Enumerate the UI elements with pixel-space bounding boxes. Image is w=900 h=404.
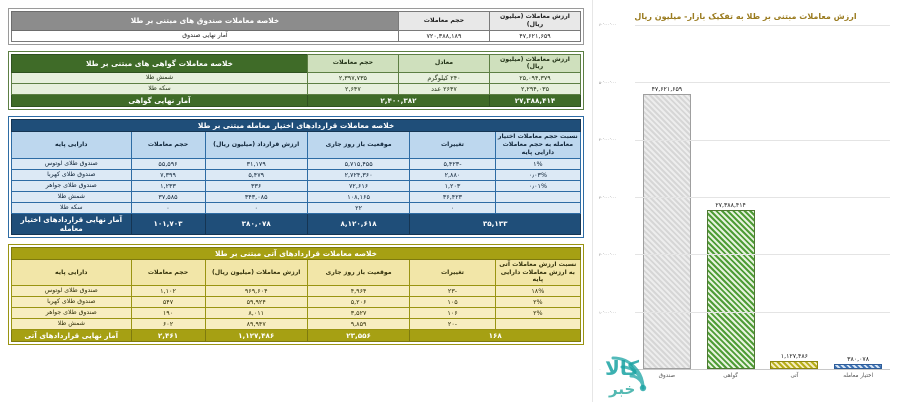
fut-trade-value: ۵۹,۹۲۴	[205, 297, 307, 308]
y-axis	[599, 25, 633, 370]
signal-dot-icon	[640, 385, 646, 391]
table-header-row	[12, 259, 581, 285]
bar-3[interactable]	[834, 355, 882, 369]
opt-contract-value: ۳۳۶	[205, 180, 307, 191]
opt-volume: ۱,۲۳۳	[131, 180, 205, 191]
watermark-sub: خبر	[609, 380, 636, 398]
fut-col-open-interest: موقعیت باز روز جاری	[307, 259, 409, 285]
opt-open-interest: ۲۲	[307, 202, 409, 213]
gridline	[635, 140, 890, 141]
y-axis-tick-label: ۳۰٬۰۰۰٬۰۰۰	[599, 195, 617, 200]
options-table-wrapper	[8, 116, 584, 238]
opt-total-change-ratio: ۳۵,۱۳۳	[410, 213, 581, 234]
certificates-table-wrapper	[8, 51, 584, 111]
cert-equiv: ۲۶۴۷ عدد	[398, 84, 489, 95]
y-axis-tick-label: ۴۰٬۰۰۰٬۰۰۰	[599, 138, 617, 142]
fut-col-asset: دارایی پایه	[12, 259, 132, 285]
fut-total-label: آمار نهایی قراردادهای آتی	[12, 330, 132, 342]
bar-1[interactable]	[707, 201, 755, 369]
fut-volume: ۵۴۷	[131, 297, 205, 308]
table-header-row	[12, 54, 581, 73]
opt-ratio	[495, 191, 580, 202]
y-axis-tick-label: ۵۰٬۰۰۰٬۰۰۰	[599, 80, 617, 85]
fut-ratio: ۲%	[495, 308, 580, 319]
opt-open-interest: ۷۲,۶۱۶	[307, 180, 409, 191]
fut-total-change-ratio: ۱۶۸	[410, 330, 581, 342]
cert-col-volume: حجم معاملات	[307, 54, 398, 73]
x-axis-tick-label: آتی	[790, 373, 799, 379]
fut-row-label: شمش طلا	[12, 319, 132, 330]
bar-value-label: ۲۷,۳۸۸,۴۱۴	[715, 201, 746, 209]
table-row	[12, 319, 581, 330]
table-row	[12, 180, 581, 191]
chart-pane	[592, 0, 900, 402]
certificates-total-row	[12, 95, 581, 107]
table-row	[12, 30, 581, 41]
funds-table-wrapper	[8, 8, 584, 45]
opt-row-label: صندوق طلای جواهر	[12, 180, 132, 191]
cert-total-volume: ۲,۴۰۰,۳۸۲	[307, 95, 489, 107]
table-row	[12, 84, 581, 95]
table-row	[12, 73, 581, 84]
gridline	[635, 312, 890, 313]
bar-0[interactable]	[643, 85, 691, 369]
fut-col-trade-value: ارزش معاملات (میلیون ریال)	[205, 259, 307, 285]
fut-change: ۱۰۶	[410, 308, 495, 319]
opt-col-open-interest: موقعیت باز روز جاری	[307, 132, 409, 158]
table-row	[12, 297, 581, 308]
bar-value-label: ۴۷,۶۲۱,۶۵۹	[651, 85, 683, 93]
fut-open-interest: ۳,۵۲۷	[307, 308, 409, 319]
funds-row-label: آمار نهایی صندوق	[12, 30, 399, 41]
fut-row-label: صندوق طلای لوتوس	[12, 286, 132, 297]
fut-trade-value: ۸۹,۹۴۷	[205, 319, 307, 330]
y-axis-tick-label: ۲۰٬۰۰۰٬۰۰۰	[599, 253, 617, 257]
opt-change: -۵,۴۲۳	[410, 158, 495, 169]
opt-ratio	[495, 202, 580, 213]
opt-total-label: آمار نهایی قراردادهای اختیار معامله	[12, 213, 132, 234]
fut-change: -۲۳	[410, 286, 495, 297]
opt-volume: ۵۵,۵۹۶	[131, 158, 205, 169]
fut-row-label: صندوق طلای کهربا	[12, 297, 132, 308]
x-axis	[635, 373, 890, 379]
opt-ratio: ۱%	[495, 158, 580, 169]
table-header-row	[12, 12, 581, 31]
cert-row-label: سکه طلا	[12, 84, 308, 95]
opt-change: ۳۶,۴۲۳	[410, 191, 495, 202]
options-table-title: خلاصه معاملات قراردادهای اختیار معامله مبتنی بر طلا	[12, 120, 581, 132]
futures-table-title: خلاصه معاملات قراردادهای آتی مبتنی بر طلا	[12, 247, 581, 259]
opt-change: ۱,۲۰۳	[410, 180, 495, 191]
chart-plot-area	[599, 25, 892, 370]
fut-total-open-interest: ۲۳,۵۵۶	[307, 330, 409, 342]
futures-table-wrapper	[8, 244, 584, 346]
opt-volume: ۰	[131, 202, 205, 213]
certificates-table-title: خلاصه معاملات گواهی های مبتنی بر طلا	[12, 54, 308, 73]
gridline	[635, 25, 890, 26]
cert-total-label: آمار نهایی گواهی	[12, 95, 308, 107]
cert-volume: ۲,۶۴۷	[307, 84, 398, 95]
gridline	[635, 82, 890, 83]
table-row	[12, 308, 581, 319]
funds-table	[11, 11, 581, 42]
table-header-row	[12, 120, 581, 132]
chart-title: ارزش معاملات مبتنی بر طلا به تفکیک بازار- میلیون ریال	[634, 12, 857, 21]
certificates-table	[11, 54, 581, 108]
y-axis-tick-label: ۰	[599, 368, 601, 372]
y-axis-tick-label: ۱۰٬۰۰۰٬۰۰۰	[599, 310, 617, 315]
opt-col-contract-value: ارزش قرارداد (میلیون ریال)	[205, 132, 307, 158]
funds-table-title: خلاصه معاملات صندوق های مبتنی بر طلا	[12, 12, 399, 31]
funds-col-value: ارزش معاملات (میلیون ریال)	[489, 12, 580, 31]
funds-volume: ۷۲۰,۳۸۸,۱۸۹	[398, 30, 489, 41]
fut-change: ۱۰۵	[410, 297, 495, 308]
watermark-brand: کالا	[605, 356, 640, 380]
gridline	[635, 197, 890, 198]
bar-value-label: ۳۸۰,۰۷۸	[847, 355, 870, 363]
table-row	[12, 191, 581, 202]
opt-row-label: سکه طلا	[12, 202, 132, 213]
futures-table	[11, 247, 581, 343]
fut-volume: ۱,۱۰۲	[131, 286, 205, 297]
opt-ratio: ۰٫۰۱%	[495, 180, 580, 191]
fut-col-ratio: نسبت ارزش معاملات آتی به ارزش معاملات دارایی پایه	[495, 259, 580, 285]
fut-ratio: ۲%	[495, 297, 580, 308]
cert-row-label: شمش طلا	[12, 73, 308, 84]
fut-open-interest: ۵,۲۰۶	[307, 297, 409, 308]
bar-2[interactable]	[770, 352, 818, 369]
opt-col-ratio: نسبت حجم معاملات اختیار معامله به حجم معاملات دارایی پایه	[495, 132, 580, 158]
opt-volume: ۷,۳۹۹	[131, 169, 205, 180]
table-row	[12, 202, 581, 213]
table-header-row	[12, 247, 581, 259]
x-axis-tick-label: گواهی	[723, 373, 738, 379]
opt-col-volume: حجم معاملات	[131, 132, 205, 158]
options-total-row	[12, 213, 581, 234]
fut-open-interest: ۴,۹۶۴	[307, 286, 409, 297]
opt-volume: ۳۷,۵۸۵	[131, 191, 205, 202]
fut-open-interest: ۹,۸۵۹	[307, 319, 409, 330]
opt-open-interest: ۲,۷۲۴,۳۶۰	[307, 169, 409, 180]
chart-gridlines	[635, 25, 890, 370]
fut-trade-value: ۸,۰۱۱	[205, 308, 307, 319]
opt-total-volume: ۱۰۱,۷۰۳	[131, 213, 205, 234]
fut-volume: ۶۰۲	[131, 319, 205, 330]
opt-total-contract-value: ۳۸۰,۰۷۸	[205, 213, 307, 234]
opt-row-label: شمش طلا	[12, 191, 132, 202]
x-axis-tick-label: اختیار معامله	[843, 373, 874, 379]
funds-value: ۴۷,۶۲۱,۶۵۹	[489, 30, 580, 41]
bar-value-label: ۱,۱۲۷,۴۸۶	[780, 352, 808, 360]
fut-ratio: ۱۸%	[495, 286, 580, 297]
gridline	[635, 254, 890, 255]
opt-col-change: تغییرات	[410, 132, 495, 158]
options-table	[11, 119, 581, 235]
opt-contract-value: ۰	[205, 202, 307, 213]
opt-col-asset: دارایی پایه	[12, 132, 132, 158]
cert-col-equiv: معادل	[398, 54, 489, 73]
fut-col-volume: حجم معاملات	[131, 259, 205, 285]
cert-col-value: ارزش معاملات (میلیون ریال)	[489, 54, 580, 73]
table-row	[12, 158, 581, 169]
opt-change: ۲,۸۸۰	[410, 169, 495, 180]
cert-total-value: ۲۷,۳۸۸,۴۱۴	[489, 95, 580, 107]
opt-contract-value: ۳۱,۱۷۹	[205, 158, 307, 169]
fut-volume: ۱۹۰	[131, 308, 205, 319]
opt-row-label: صندوق طلای کهربا	[12, 169, 132, 180]
funds-col-volume: حجم معاملات	[398, 12, 489, 31]
futures-total-row	[12, 330, 581, 342]
table-header-row	[12, 132, 581, 158]
fut-col-change: تغییرات	[410, 259, 495, 285]
y-axis-tick-label: ۶۰٬۰۰۰٬۰۰۰	[599, 23, 617, 27]
opt-ratio: ۰٫۰۳%	[495, 169, 580, 180]
fut-row-label: صندوق طلای جواهر	[12, 308, 132, 319]
table-row	[12, 169, 581, 180]
fut-trade-value: ۹۶۹,۶۰۴	[205, 286, 307, 297]
fut-ratio	[495, 319, 580, 330]
fut-change: -۲۰	[410, 319, 495, 330]
opt-contract-value: ۵,۴۷۹	[205, 169, 307, 180]
table-row	[12, 286, 581, 297]
opt-contract-value: ۳۴۳,۰۸۵	[205, 191, 307, 202]
cert-volume: ۲,۳۹۷,۷۳۵	[307, 73, 398, 84]
opt-total-open-interest: ۸,۱۲۰,۶۱۸	[307, 213, 409, 234]
opt-open-interest: ۱۰۸,۱۶۵	[307, 191, 409, 202]
fut-total-volume: ۲,۴۶۱	[131, 330, 205, 342]
cert-value: ۲۵,۰۹۴,۳۷۹	[489, 73, 580, 84]
opt-open-interest: ۵,۷۱۵,۴۵۵	[307, 158, 409, 169]
fut-total-trade-value: ۱,۱۲۷,۴۸۶	[205, 330, 307, 342]
x-axis-tick-label: صندوق	[658, 373, 676, 379]
opt-change: ۰	[410, 202, 495, 213]
cert-equiv: ۲۴۰ کیلوگرم	[398, 73, 489, 84]
opt-row-label: صندوق طلای لوتوس	[12, 158, 132, 169]
cert-value: ۲,۲۹۴,۰۳۵	[489, 84, 580, 95]
